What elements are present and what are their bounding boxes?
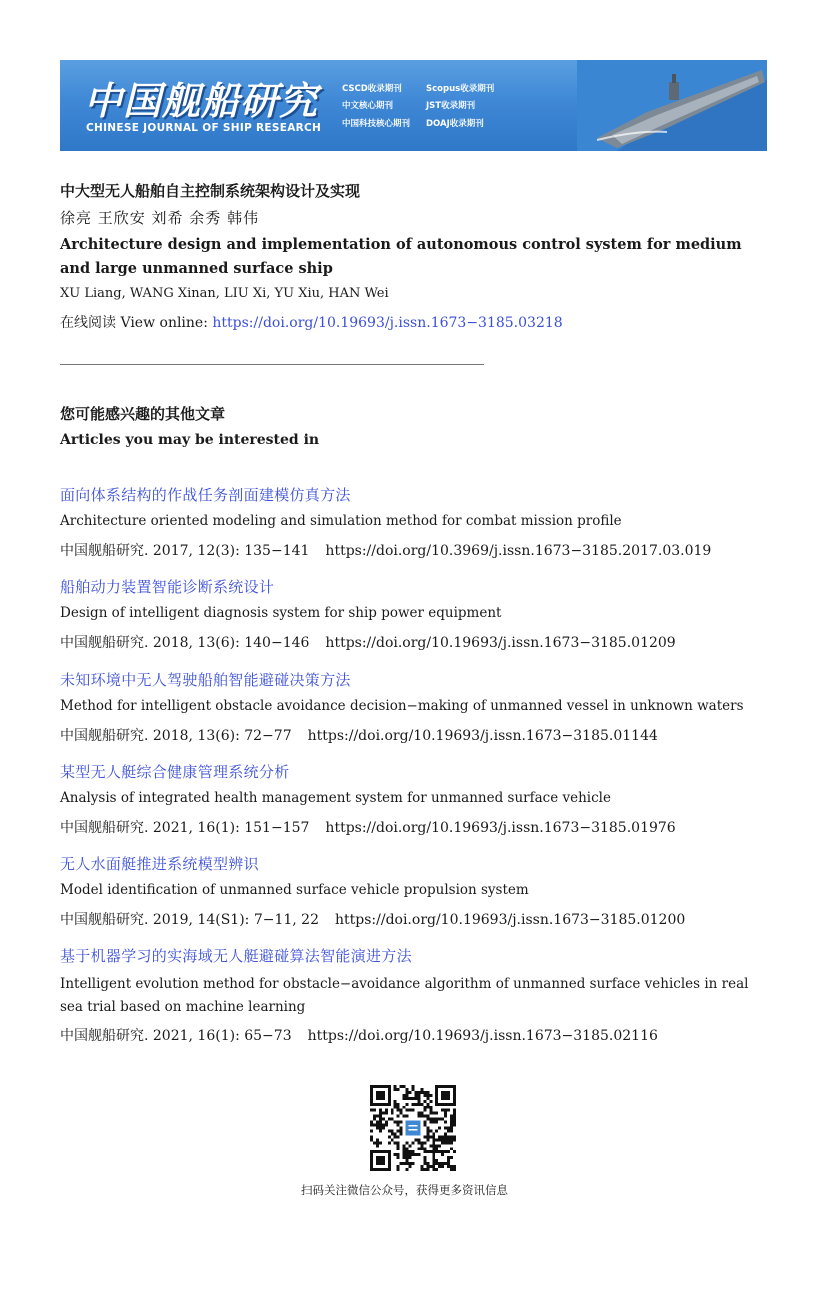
article-title-en: Model identification of unmanned surface vehicle propulsion system (60, 882, 529, 898)
paper-title-cn: 中大型无人船舶自主控制系统架构设计及实现 (60, 182, 361, 200)
paper-authors-en: XU Liang, WANG Xinan, LIU Xi, YU Xiu, HAN Wei (60, 286, 389, 301)
article-citation (60, 1025, 658, 1045)
article-doi[interactable]: https://doi.org/10.19693/j.issn.1673−3185.02116 (307, 1028, 658, 1044)
article-doi[interactable]: https://doi.org/10.19693/j.issn.1673−3185.01144 (307, 728, 658, 744)
journal-title-cn: 中国舰船研究 (84, 79, 319, 123)
article-doi[interactable]: https://doi.org/10.19693/j.issn.1673−3185.01209 (325, 635, 676, 651)
article-citation (60, 540, 711, 560)
article-journal-ref: 中国舰船研究. 2017, 12(3): 135−141 (60, 543, 310, 559)
index-badge: Scopus收录期刊 (426, 84, 495, 94)
wechat-icon (406, 1121, 421, 1136)
view-online-link[interactable]: https://doi.org/10.19693/j.issn.1673−3185.03218 (212, 315, 563, 331)
article-title-link[interactable]: 某型无人艇综合健康管理系统分析 (60, 763, 290, 781)
journal-title-en: CHINESE JOURNAL OF SHIP RESEARCH (86, 122, 322, 134)
related-heading-cn: 您可能感兴趣的其他文章 (60, 405, 226, 423)
index-badge: 中文核心期刊 (342, 101, 394, 111)
related-heading-en: Articles you may be interested in (60, 432, 320, 448)
article-citation (60, 725, 658, 745)
view-online-label: 在线阅读 View online: (60, 315, 213, 331)
article-citation (60, 632, 676, 652)
article-title-link[interactable]: 未知环境中无人驾驶船舶智能避碰决策方法 (60, 671, 351, 689)
divider (60, 364, 484, 365)
article-title-link[interactable]: 面向体系结构的作战任务剖面建模仿真方法 (60, 486, 351, 504)
article-journal-ref: 中国舰船研究. 2021, 16(1): 65−73 (60, 1028, 292, 1044)
article-doi[interactable]: https://doi.org/10.19693/j.issn.1673−3185.01200 (335, 912, 686, 928)
index-badge: JST收录期刊 (426, 101, 476, 111)
article-doi[interactable]: https://doi.org/10.19693/j.issn.1673−3185.01976 (325, 820, 676, 836)
article-title-link[interactable]: 无人水面艇推进系统模型辨识 (60, 855, 259, 873)
index-badge: DOAJ收录期刊 (426, 119, 484, 129)
aircraft-carrier-image (577, 60, 767, 151)
article-title-link[interactable]: 船舶动力装置智能诊断系统设计 (60, 578, 275, 596)
qr-caption: 扫码关注微信公众号，获得更多资讯信息 (301, 1183, 508, 1197)
journal-banner (60, 60, 767, 151)
article-journal-ref: 中国舰船研究. 2021, 16(1): 151−157 (60, 820, 310, 836)
index-badge: 中国科技核心期刊 (342, 119, 411, 129)
article-title-en: Intelligent evolution method for obstacle−avoidance algorithm of unmanned surface vehicles in real sea trial based on machine learning (60, 976, 749, 1015)
article-doi[interactable]: https://doi.org/10.3969/j.issn.1673−3185.2017.03.019 (325, 543, 712, 559)
paper-authors-cn: 徐亮 王欣安 刘希 余秀 韩伟 (60, 209, 260, 227)
article-journal-ref: 中国舰船研究. 2018, 13(6): 72−77 (60, 728, 292, 744)
article-title-en: Architecture oriented modeling and simulation method for combat mission profile (60, 513, 622, 529)
article-title-en: Design of intelligent diagnosis system for ship power equipment (60, 605, 502, 621)
article-journal-ref: 中国舰船研究. 2018, 13(6): 140−146 (60, 635, 310, 651)
article-title-en: Analysis of integrated health management system for unmanned surface vehicle (60, 790, 611, 806)
article-citation (60, 909, 685, 929)
article-title-en: Method for intelligent obstacle avoidance decision−making of unmanned vessel in unknown waters (60, 698, 744, 714)
article-title-link[interactable]: 基于机器学习的实海域无人艇避碰算法智能演进方法 (60, 947, 412, 965)
article-journal-ref: 中国舰船研究. 2019, 14(S1): 7−11, 22 (60, 912, 319, 928)
view-online (60, 312, 563, 332)
index-badge: CSCD收录期刊 (342, 84, 402, 94)
paper-title-en: Architecture design and implementation of autonomous control system for medium and large unmanned surface ship (60, 236, 742, 277)
article-citation (60, 817, 676, 837)
qr-code (370, 1085, 456, 1171)
